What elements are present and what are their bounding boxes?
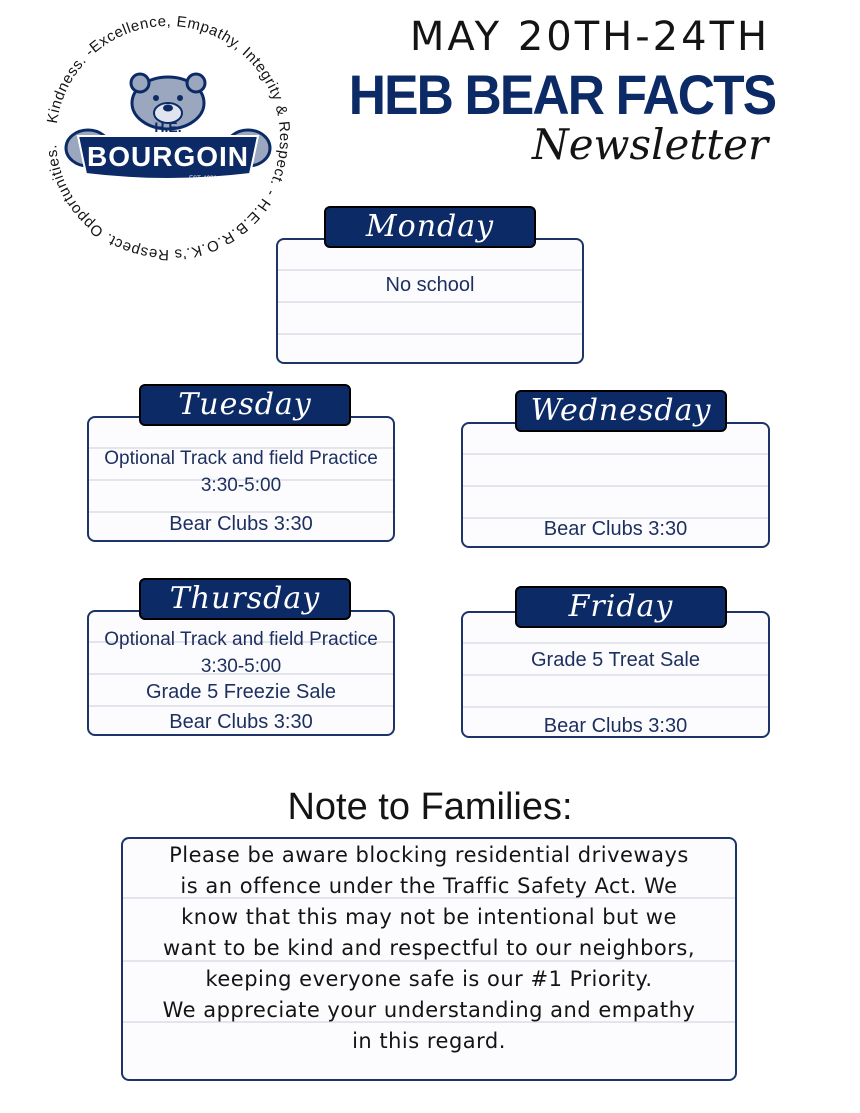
logo-name-top: H.E. xyxy=(154,119,182,135)
monday-tab: Monday xyxy=(324,206,536,248)
tuesday-card xyxy=(87,416,395,542)
wednesday-tab: Wednesday xyxy=(515,390,727,432)
note-line-5: keeping everyone safe is our #1 Priority. xyxy=(205,967,653,991)
newsletter-subtitle: Newsletter xyxy=(531,120,769,169)
wednesday-line-1: Bear Clubs 3:30 xyxy=(543,518,688,540)
logo-ring-text: Kindness. -Excellence, Empathy, Integrity & Respect. - H.E.B.R.O.K.'s Respect. Opportunities. xyxy=(43,12,294,264)
note-heading: Note to Families: xyxy=(287,786,573,828)
note-line-6: We appreciate your understanding and empathy xyxy=(162,998,696,1022)
friday-card xyxy=(461,611,770,738)
thursday-tab: Thursday xyxy=(139,578,351,620)
friday-line-2: Bear Clubs 3:30 xyxy=(543,715,688,737)
tuesday-tab: Tuesday xyxy=(139,384,351,426)
thursday-line-3: Grade 5 Freezie Sale xyxy=(145,681,337,703)
logo-banner xyxy=(78,119,258,182)
note-line-2: is an offence under the Traffic Safety Act. We xyxy=(180,874,678,898)
monday-card xyxy=(276,238,584,364)
note-line-4: want to be kind and respectful to our neighbors, xyxy=(162,936,696,960)
logo-est: EST. 1981 xyxy=(189,176,217,182)
wednesday-card xyxy=(461,422,770,548)
thursday-line-1: Optional Track and field Practice xyxy=(104,629,378,650)
tuesday-line-1: Optional Track and field Practice xyxy=(104,448,378,469)
friday-line-1: Grade 5 Treat Sale xyxy=(531,649,700,671)
note-line-7: in this regard. xyxy=(352,1029,506,1053)
school-logo xyxy=(18,8,318,268)
note-line-3: know that this may not be intentional but we xyxy=(181,905,677,929)
friday-tab: Friday xyxy=(515,586,727,628)
note-line-1: Please be aware blocking residential driveways xyxy=(169,843,689,867)
logo-name-main: BOURGOIN xyxy=(87,141,249,172)
monday-line-1: No school xyxy=(385,274,475,296)
newsletter-title: HEB BEAR FACTS xyxy=(348,63,776,126)
thursday-line-2: 3:30-5:00 xyxy=(200,656,282,677)
tuesday-line-2: 3:30-5:00 xyxy=(200,475,282,496)
logo-graphic xyxy=(18,8,318,268)
note-box xyxy=(121,837,737,1081)
tuesday-line-3: Bear Clubs 3:30 xyxy=(169,513,313,535)
thursday-card xyxy=(87,610,395,736)
thursday-line-4: Bear Clubs 3:30 xyxy=(169,711,313,733)
date-range: MAY 20TH-24TH xyxy=(409,14,771,60)
